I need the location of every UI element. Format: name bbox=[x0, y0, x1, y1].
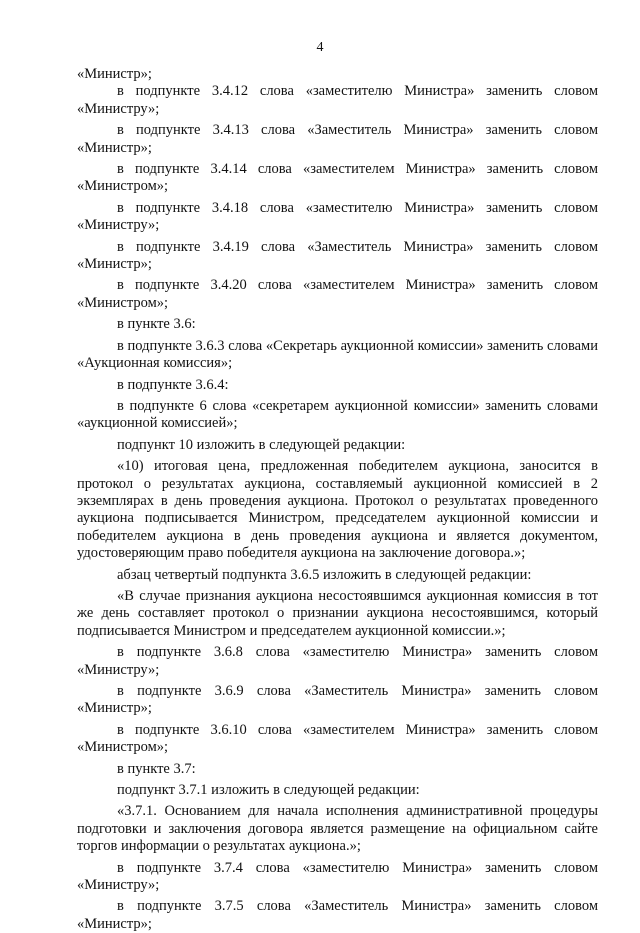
paragraph: в подпункте 3.6.10 слова «заместителем Министра» заменить словом bbox=[117, 721, 598, 738]
paragraph: «Министр»; bbox=[77, 139, 152, 156]
paragraph: «В случае признания аукциона несостоявшимся аукционная комиссия в тот же день составляет протокол о признании аукциона несостоявшимся, который подписывается Министром и председателем аукционной комиссии.»; bbox=[77, 587, 598, 639]
paragraph: в пункте 3.7: bbox=[117, 760, 196, 777]
paragraph: «Министром»; bbox=[77, 294, 169, 311]
paragraph: «Министр»; bbox=[77, 700, 152, 717]
paragraph: в подпункте 6 слова «секретарем аукционной комиссии» заменить словами «аукционной комиссией»; bbox=[77, 397, 598, 432]
paragraph: в подпункте 3.4.13 слова «Заместитель Министра» заменить словом bbox=[117, 122, 598, 139]
paragraph: «3.7.1. Основанием для начала исполнения административной процедуры подготовки и заключения договора является размещение на официальном сайте торгов информации о результатах аукциона.»; bbox=[77, 803, 598, 855]
paragraph: в подпункте 3.4.12 слова «заместителю Министра» заменить словом bbox=[117, 83, 598, 100]
paragraph: «Министром»; bbox=[77, 739, 169, 756]
paragraph: в подпункте 3.4.20 слова «заместителем Министра» заменить словом bbox=[117, 277, 598, 294]
paragraph: «Министр»; bbox=[77, 256, 152, 273]
paragraph: в подпункте 3.4.18 слова «заместителю Министра» заменить словом bbox=[117, 199, 598, 216]
paragraph: «Министру»; bbox=[77, 661, 160, 678]
paragraph: подпункт 3.7.1 изложить в следующей редакции: bbox=[117, 782, 420, 799]
paragraph: в подпункте 3.6.8 слова «заместителю Министра» заменить словом bbox=[117, 644, 598, 661]
paragraph: в подпункте 3.4.14 слова «заместителем Министра» заменить словом bbox=[117, 161, 598, 178]
document-body bbox=[77, 66, 598, 933]
paragraph: в подпункте 3.7.5 слова «Заместитель Министра» заменить словом bbox=[117, 898, 598, 915]
paragraph: «Министром»; bbox=[77, 178, 169, 195]
paragraph: абзац четвертый подпункта 3.6.5 изложить в следующей редакции: bbox=[117, 566, 532, 583]
paragraph: в подпункте 3.6.9 слова «Заместитель Министра» заменить словом bbox=[117, 683, 598, 699]
paragraph: подпункт 10 изложить в следующей редакции: bbox=[117, 436, 406, 453]
paragraph: «Министру»; bbox=[77, 877, 160, 894]
page-number: 4 bbox=[316, 40, 324, 55]
paragraph: «10) итоговая цена, предложенная победителем аукциона, заносится в протокол о результатах аукциона, составляемый аукционной комиссией в 2 экземплярах в день проведения аукциона. Протокол о результатах проведенного аукциона подписывается Министром, председателем аукционной комиссии и победителем аукциона в день проведения аукциона и является документом, удостоверяющим право победителя аукциона на заключение договора.»; bbox=[77, 458, 598, 562]
paragraph: в подпункте 3.4.19 слова «Заместитель Министра» заменить словом bbox=[117, 238, 598, 255]
paragraph: в подпункте 3.6.4: bbox=[117, 376, 229, 393]
paragraph: в пункте 3.6: bbox=[117, 316, 196, 333]
paragraph: «Министру»; bbox=[77, 100, 160, 117]
paragraph: в подпункте 3.7.4 слова «заместителю Министра» заменить словом bbox=[117, 859, 598, 876]
paragraph: в подпункте 3.6.3 слова «Секретарь аукционной комиссии» заменить словами «Аукционная комиссия»; bbox=[77, 337, 598, 372]
paragraph: «Министр»; bbox=[77, 66, 152, 82]
paragraph: «Министру»; bbox=[77, 217, 160, 234]
paragraph: «Министр»; bbox=[77, 915, 152, 932]
